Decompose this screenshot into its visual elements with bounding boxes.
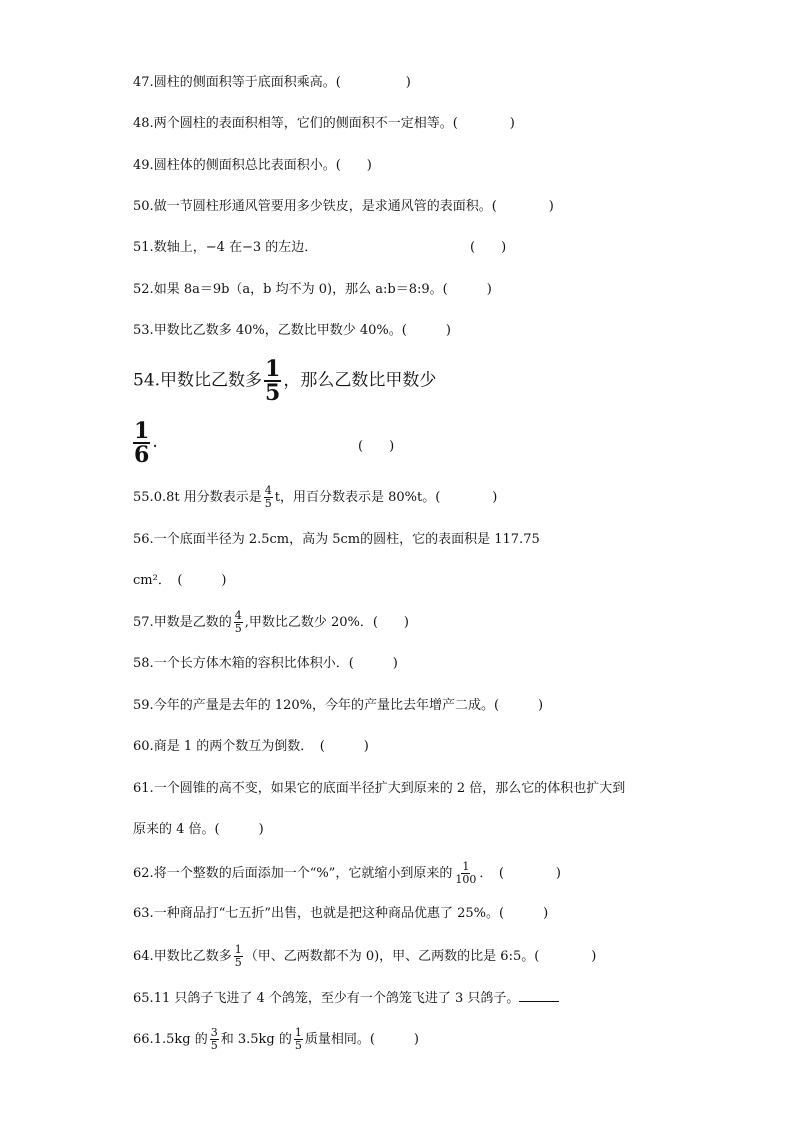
answer-blank[interactable] <box>519 987 559 1002</box>
question-number: 66. <box>133 1032 154 1047</box>
question-text: 圆柱的侧面积等于底面积乘高。( ) <box>153 75 411 90</box>
question-number: 48. <box>133 116 154 131</box>
fraction <box>234 944 243 969</box>
question-number: 49. <box>133 158 154 173</box>
question-text: 数轴上，−4 在−3 的左边． <box>153 240 318 255</box>
question-text: . <box>152 432 158 452</box>
question-62 <box>133 861 561 886</box>
question-text: 今年的产量是去年的 120%，今年的产量比去年增产二成。( ) <box>153 698 544 713</box>
fraction <box>264 485 273 510</box>
question-text: 甲数比乙数多 <box>160 370 263 391</box>
question-56 <box>133 530 540 550</box>
question-number: 53. <box>133 323 154 338</box>
question-text: ． ( ) <box>479 866 561 881</box>
question-text: 一个圆锥的高不变，如果它的底面半径扩大到原来的 2 倍，那么它的体积也扩大到 <box>153 781 626 796</box>
fraction-denominator: 5 <box>210 1039 218 1052</box>
question-number: 62. <box>133 866 154 881</box>
question-63 <box>133 904 548 924</box>
question-51 <box>133 238 317 258</box>
question-60 <box>133 737 369 757</box>
question-text: 一个长方体木箱的容积比体积小．( ) <box>153 656 398 671</box>
fraction <box>133 417 150 468</box>
question-text: ,甲数比乙数少 20%．( ) <box>244 615 410 630</box>
question-number: 57. <box>133 615 154 630</box>
question-61-line2: 原来的 4 倍。( ) <box>133 822 264 837</box>
question-55 <box>133 485 497 510</box>
question-text: 甲数比乙数多 40%，乙数比甲数少 40%。( ) <box>153 323 451 338</box>
question-52 <box>133 280 492 300</box>
fraction <box>210 1027 219 1052</box>
fraction-denominator: 5 <box>234 622 242 635</box>
question-number: 60. <box>133 739 154 754</box>
question-66 <box>133 1027 419 1052</box>
question-text: 圆柱体的侧面积总比表面积小。( ) <box>153 158 372 173</box>
fraction-numerator: 1 <box>234 943 242 956</box>
fraction-numerator: 1 <box>265 356 281 382</box>
fraction-denominator: 5 <box>234 956 242 969</box>
question-54-line2 <box>133 418 158 466</box>
question-number: 61. <box>133 781 154 796</box>
question-number: 58. <box>133 656 154 671</box>
question-text: （甲、乙两数都不为 0)，甲、乙两数的比是 6:5。( ) <box>244 949 597 964</box>
question-text: t，用百分数表示是 80%t。( ) <box>274 490 498 505</box>
question-48 <box>133 114 515 134</box>
fraction-denominator: 5 <box>294 1039 302 1052</box>
question-text: 两个圆柱的表面积相等，它们的侧面积不一定相等。( ) <box>153 116 515 131</box>
question-56-line2: cm²． ( ) <box>133 573 227 588</box>
fraction-denominator: 100 <box>455 873 477 886</box>
question-text: 质量相同。( ) <box>304 1032 419 1047</box>
question-text: ，那么乙数比甲数少 <box>283 370 437 391</box>
question-53 <box>133 321 451 341</box>
fraction-numerator: 3 <box>210 1026 218 1039</box>
question-number: 47. <box>133 75 154 90</box>
question-text: 一个底面半径为 2.5cm，高为 5cm的圆柱，它的表面积是 117.75 <box>153 532 540 547</box>
question-59 <box>133 696 543 716</box>
question-61 <box>133 779 625 799</box>
question-47 <box>133 73 411 93</box>
question-text: 甲数是乙数的 <box>153 615 232 630</box>
fraction-numerator: 4 <box>234 609 242 622</box>
question-number: 59. <box>133 698 154 713</box>
question-number: 50. <box>133 199 154 214</box>
question-text: 将一个整数的后面添加一个“%”，它就缩小到原来的 <box>153 866 453 881</box>
question-57 <box>133 610 409 635</box>
fraction <box>454 861 477 886</box>
question-text: 1.5kg 的 <box>153 1032 208 1047</box>
question-51-answer-paren: ( ) <box>470 240 507 255</box>
question-text: 商是 1 的两个数互为倒数． ( ) <box>153 739 369 754</box>
question-text: 0.8t 用分数表示是 <box>153 490 262 505</box>
question-text: 做一节圆柱形通风管要用多少铁皮，是求通风管的表面积。( ) <box>153 199 554 214</box>
fraction-numerator: 4 <box>264 484 272 497</box>
question-50 <box>133 197 554 217</box>
question-number: 56. <box>133 532 154 547</box>
question-54-answer-paren: ( ) <box>358 439 395 454</box>
fraction <box>264 358 281 404</box>
fraction-denominator: 5 <box>264 497 272 510</box>
question-49 <box>133 156 372 176</box>
question-58 <box>133 654 398 674</box>
question-54 <box>133 358 436 404</box>
fraction-numerator: 1 <box>134 417 150 444</box>
question-text: 11 只鸽子飞进了 4 个鸽笼，至少有一个鸽笼飞进了 3 只鸽子。 <box>153 991 520 1006</box>
question-text: 一种商品打“七五折”出售，也就是把这种商品优惠了 25%。( ) <box>153 906 549 921</box>
fraction <box>234 610 243 635</box>
question-number: 63. <box>133 906 154 921</box>
question-number: 52. <box>133 282 154 297</box>
fraction-numerator: 1 <box>294 1026 302 1039</box>
fraction-denominator: 5 <box>265 380 281 406</box>
question-number: 54. <box>133 370 161 391</box>
question-number: 55. <box>133 490 154 505</box>
question-text: 甲数比乙数多 <box>153 949 232 964</box>
question-text: 如果 8a＝9b（a，b 均不为 0)，那么 a:b＝8:9。( ) <box>153 282 492 297</box>
fraction <box>294 1027 303 1052</box>
fraction-numerator: 1 <box>462 860 470 873</box>
question-number: 65. <box>133 991 154 1006</box>
question-64 <box>133 944 596 969</box>
fraction-denominator: 6 <box>134 441 150 468</box>
question-number: 64. <box>133 949 154 964</box>
question-number: 51. <box>133 240 154 255</box>
question-65 <box>133 987 559 1009</box>
question-text: 和 3.5kg 的 <box>220 1032 292 1047</box>
